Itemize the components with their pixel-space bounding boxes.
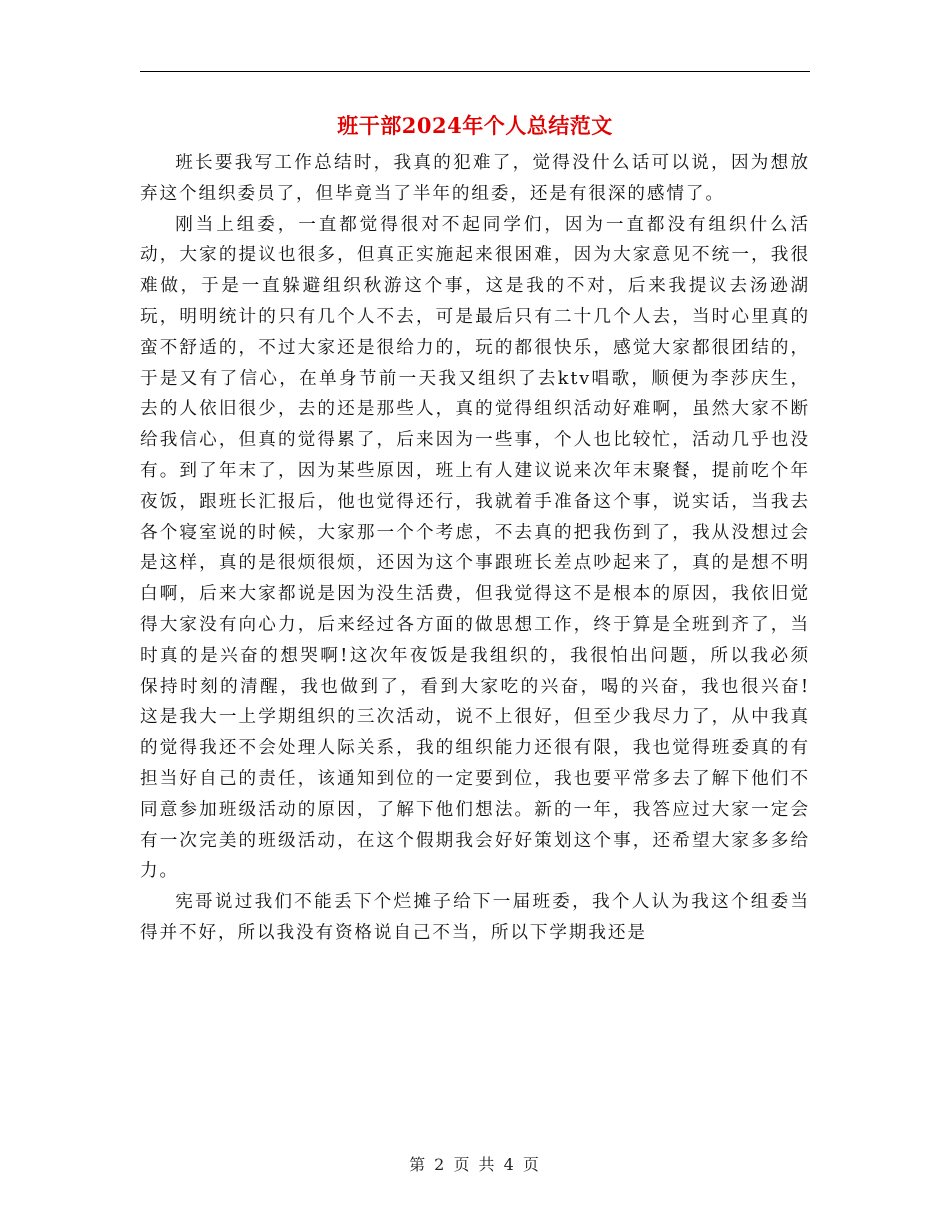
paragraph-2: 刚当上组委，一直都觉得很对不起同学们，因为一直都没有组织什么活动，大家的提议也很多，但真正实施起来很困难，因为大家意见不统一，我很难做，于是一直躲避组织秋游这个事，这是我的不对，后来我提议去汤逊湖玩，明明统计的只有几个人不去，可是最后只有二十几个人去，当时心里真的蛮不舒适的，不过大家还是很给力的，玩的都很快乐，感觉大家都很团结的，于是又有了信心，在单身节前一天我又组织了去ktv唱歌，顺便为李莎庆生，去的人依旧很少，去的还是那些人，真的觉得组织活动好难啊，虽然大家不断给我信心，但真的觉得累了，后来因为一些事，个人也比较忙，活动几乎也没有。到了年末了，因为某些原因，班上有人建议说来次年末聚餐，提前吃个年夜饭，跟班长汇报后，他也觉得还行，我就着手准备这个事，说实话，当我去各个寝室说的时候，大家那一个个考虑，不去真的把我伤到了，我从没想过会是这样，真的是很烦很烦，还因为这个事跟班长差点吵起来了，真的是想不明白啊，后来大家都说是因为没生活费，但我觉得这不是根本的原因，我依旧觉得大家没有向心力，后来经过各方面的做思想工作，终于算是全班到齐了，当时真的是兴奋的想哭啊!这次年夜饭是我组织的，我很怕出问题，所以我必须保持时刻的清醒，我也做到了，看到大家吃的兴奋，喝的兴奋，我也很兴奋!这是我大一上学期组织的三次活动，说不上很好，但至少我尽力了，从中我真的觉得我还不会处理人际关系，我的组织能力还很有限，我也觉得班委真的有担当好自己的责任，该通知到位的一定要到位，我也要平常多去了解下他们不同意参加班级活动的原因，了解下他们想法。新的一年，我答应过大家一定会有一次完美的班级活动，在这个假期我会好好策划这个事，还希望大家多多给力。 [140,214,810,882]
paragraph-3: 宪哥说过我们不能丢下个烂摊子给下一届班委，我个人认为我这个组委当得并不好，所以我没有资格说自己不当，所以下学期我还是 [140,892,810,943]
paragraph-1: 班长要我写工作总结时，我真的犯难了，觉得没什么话可以说，因为想放弃这个组织委员了，但毕竟当了半年的组委，还是有很深的感情了。 [140,153,810,204]
document-body [140,148,810,949]
header-rule [140,71,810,72]
page-number-footer: 第 2 页 共 4 页 [409,1155,541,1174]
document-title: 班干部2024年个人总结范文 [337,113,613,138]
